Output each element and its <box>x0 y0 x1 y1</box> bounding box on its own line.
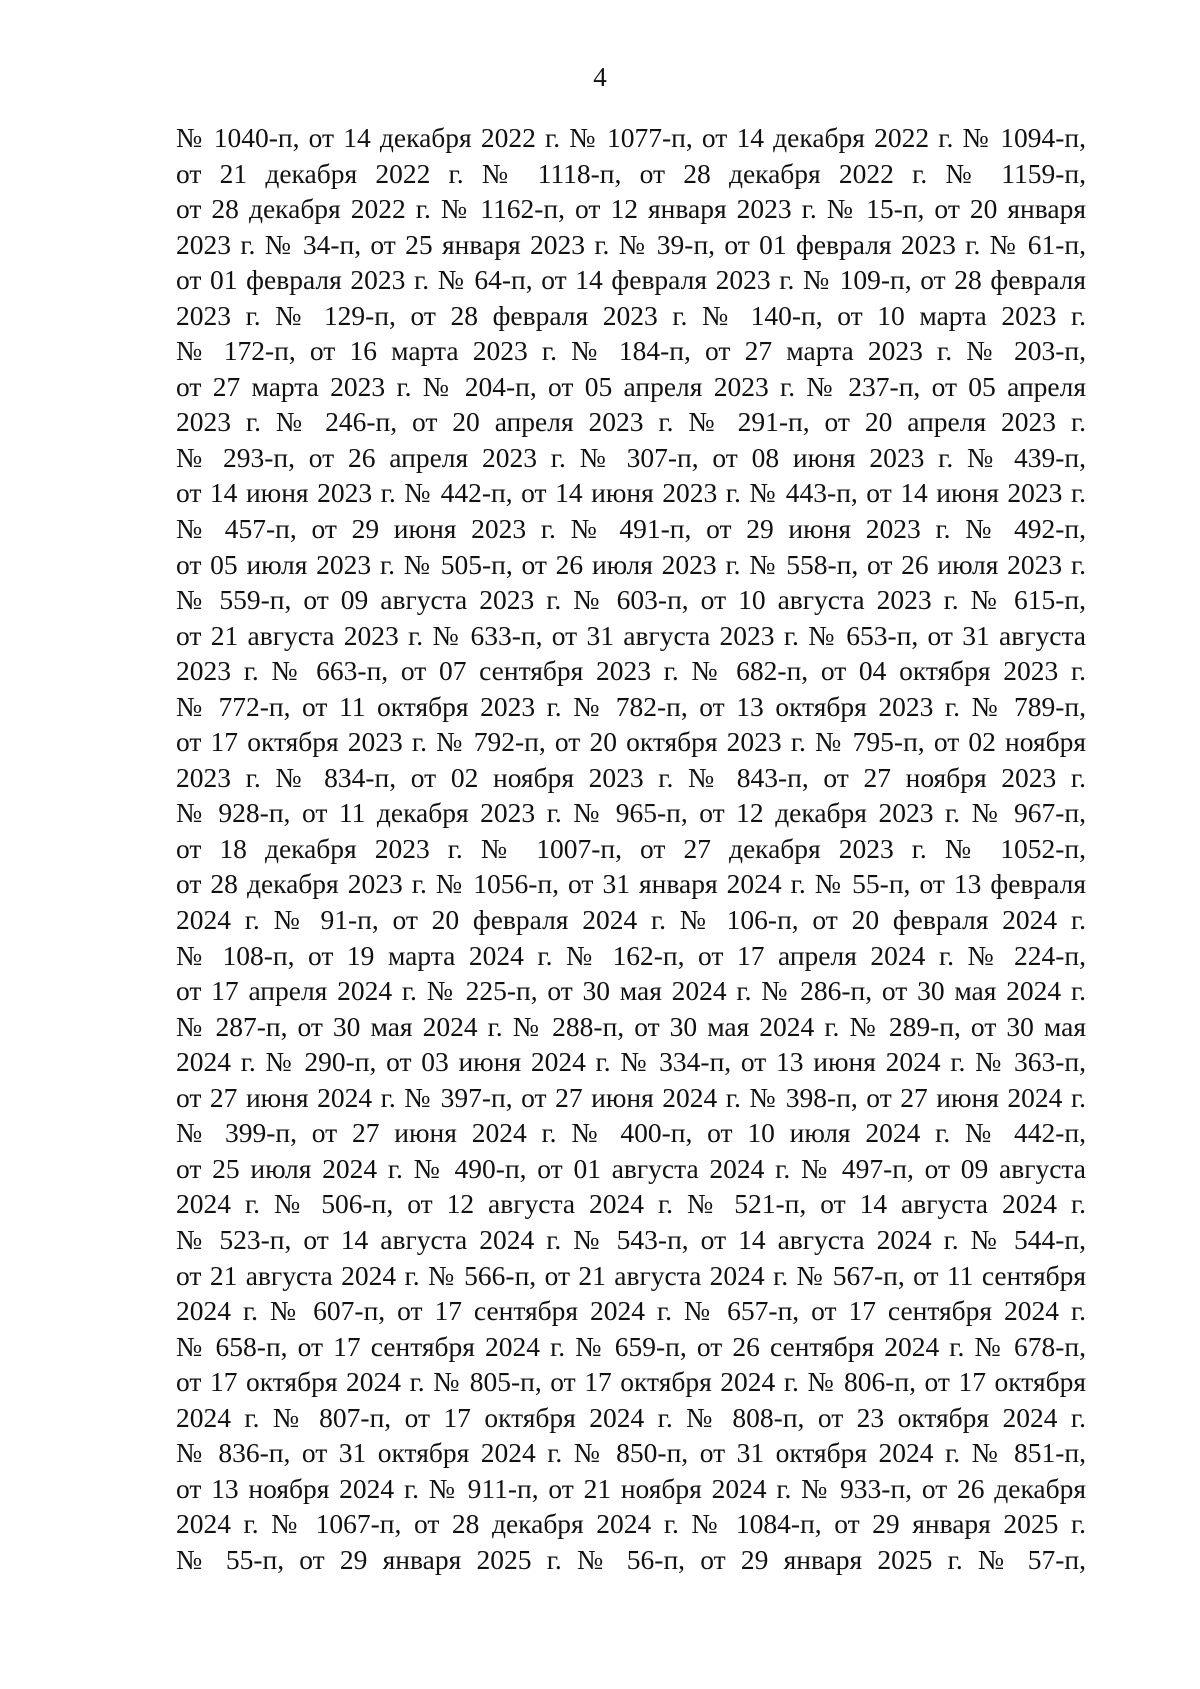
text-line: от 05 июля 2023 г. № 505-п, от 26 июля 2023 г. № 558-п, от 26 июля 2023 г. <box>176 548 1086 580</box>
text-line: 2024 г. № 807-п, от 17 октября 2024 г. № 808-п, от 23 октября 2024 г. <box>176 1401 1086 1433</box>
text-line: № 559-п, от 09 августа 2023 г. № 603-п, от 10 августа 2023 г. № 615-п, <box>176 584 1086 616</box>
text-line: № 399-п, от 27 июня 2024 г. № 400-п, от 10 июля 2024 г. № 442-п, <box>176 1117 1086 1149</box>
text-line: 2024 г. № 607-п, от 17 сентября 2024 г. № 657-п, от 17 сентября 2024 г. <box>176 1295 1086 1327</box>
text-line: от 21 декабря 2022 г. № 1118-п, от 28 декабря 2022 г. № 1159-п, <box>176 157 1086 189</box>
text-line: от 27 июня 2024 г. № 397-п, от 27 июня 2024 г. № 398-п, от 27 июня 2024 г. <box>176 1081 1086 1113</box>
text-line: от 17 апреля 2024 г. № 225-п, от 30 мая 2024 г. № 286-п, от 30 мая 2024 г. <box>176 975 1086 1007</box>
text-line: от 21 августа 2023 г. № 633-п, от 31 августа 2023 г. № 653-п, от 31 августа <box>176 619 1086 651</box>
text-line: от 25 июля 2024 г. № 490-п, от 01 августа 2024 г. № 497-п, от 09 августа <box>176 1152 1086 1184</box>
text-line: от 28 декабря 2023 г. № 1056-п, от 31 января 2024 г. № 55-п, от 13 февраля <box>176 868 1086 900</box>
text-line: от 17 октября 2023 г. № 792-п, от 20 октября 2023 г. № 795-п, от 02 ноября <box>176 726 1086 758</box>
text-line: 2024 г. № 91-п, от 20 февраля 2024 г. № 106-п, от 20 февраля 2024 г. <box>176 904 1086 936</box>
text-line: от 18 декабря 2023 г. № 1007-п, от 27 декабря 2023 г. № 1052-п, <box>176 832 1086 864</box>
page-number: 4 <box>593 62 607 92</box>
body-text <box>176 120 1086 1577</box>
text-line: 2023 г. № 834-п, от 02 ноября 2023 г. № 843-п, от 27 ноября 2023 г. <box>176 761 1086 793</box>
text-line: № 772-п, от 11 октября 2023 г. № 782-п, от 13 октября 2023 г. № 789-п, <box>176 690 1086 722</box>
text-line: № 836-п, от 31 октября 2024 г. № 850-п, от 31 октября 2024 г. № 851-п, <box>176 1437 1086 1469</box>
text-line: № 1040-п, от 14 декабря 2022 г. № 1077-п, от 14 декабря 2022 г. № 1094-п, <box>176 122 1086 153</box>
text-line: № 293-п, от 26 апреля 2023 г. № 307-п, от 08 июня 2023 г. № 439-п, <box>176 441 1086 473</box>
text-line: № 523-п, от 14 августа 2024 г. № 543-п, от 14 августа 2024 г. № 544-п, <box>176 1223 1086 1255</box>
text-line: 2024 г. № 290-п, от 03 июня 2024 г. № 334-п, от 13 июня 2024 г. № 363-п, <box>176 1046 1086 1078</box>
text-line: 2024 г. № 506-п, от 12 августа 2024 г. № 521-п, от 14 августа 2024 г. <box>176 1188 1086 1220</box>
text-line: от 17 октября 2024 г. № 805-п, от 17 октября 2024 г. № 806-п, от 17 октября <box>176 1366 1086 1398</box>
text-line: от 13 ноября 2024 г. № 911-п, от 21 ноября 2024 г. № 933-п, от 26 декабря <box>176 1472 1086 1504</box>
text-line: от 27 марта 2023 г. № 204-п, от 05 апреля 2023 г. № 237-п, от 05 апреля <box>176 370 1086 402</box>
text-line: № 457-п, от 29 июня 2023 г. № 491-п, от 29 июня 2023 г. № 492-п, <box>176 513 1086 545</box>
text-line: от 28 декабря 2022 г. № 1162-п, от 12 января 2023 г. № 15-п, от 20 января <box>176 193 1086 225</box>
text-line: № 287-п, от 30 мая 2024 г. № 288-п, от 30 мая 2024 г. № 289-п, от 30 мая <box>176 1010 1086 1042</box>
text-line: от 21 августа 2024 г. № 566-п, от 21 августа 2024 г. № 567-п, от 11 сентября <box>176 1259 1086 1291</box>
text-line: 2023 г. № 663-п, от 07 сентября 2023 г. № 682-п, от 04 октября 2023 г. <box>176 655 1086 687</box>
text-line: от 14 июня 2023 г. № 442-п, от 14 июня 2023 г. № 443-п, от 14 июня 2023 г. <box>176 477 1086 509</box>
text-line: № 55-п, от 29 января 2025 г. № 56-п, от 29 января 2025 г. № 57-п, <box>176 1543 1086 1575</box>
text-line: 2024 г. № 1067-п, от 28 декабря 2024 г. № 1084-п, от 29 января 2025 г. <box>176 1508 1086 1540</box>
text-line: № 172-п, от 16 марта 2023 г. № 184-п, от 27 марта 2023 г. № 203-п, <box>176 335 1086 367</box>
text-line: от 01 февраля 2023 г. № 64-п, от 14 февраля 2023 г. № 109-п, от 28 февраля <box>176 264 1086 296</box>
text-line: № 108-п, от 19 марта 2024 г. № 162-п, от 17 апреля 2024 г. № 224-п, <box>176 939 1086 971</box>
text-line: № 928-п, от 11 декабря 2023 г. № 965-п, от 12 декабря 2023 г. № 967-п, <box>176 797 1086 829</box>
text-line: 2023 г. № 129-п, от 28 февраля 2023 г. № 140-п, от 10 марта 2023 г. <box>176 299 1086 331</box>
text-line: 2023 г. № 246-п, от 20 апреля 2023 г. № 291-п, от 20 апреля 2023 г. <box>176 406 1086 438</box>
text-line: 2023 г. № 34-п, от 25 января 2023 г. № 39-п, от 01 февраля 2023 г. № 61-п, <box>176 228 1086 260</box>
text-line: № 658-п, от 17 сентября 2024 г. № 659-п, от 26 сентября 2024 г. № 678-п, <box>176 1330 1086 1362</box>
